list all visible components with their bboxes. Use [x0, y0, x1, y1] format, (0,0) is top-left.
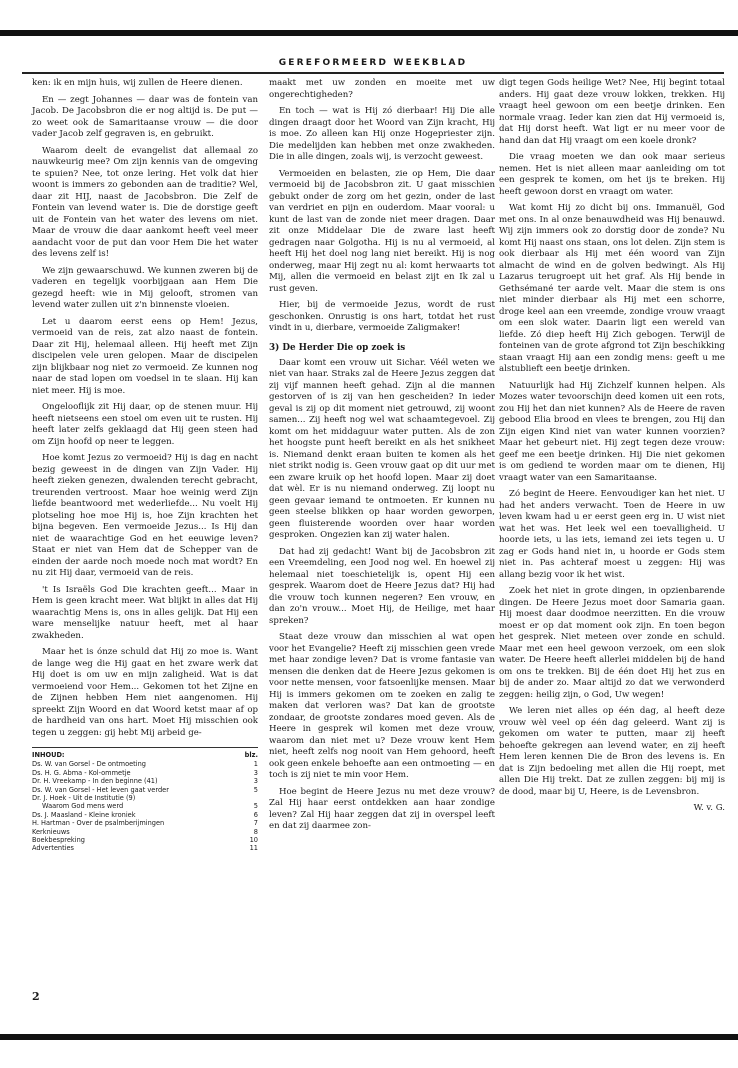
column-1: [32, 78, 258, 853]
table-of-contents: [32, 747, 258, 853]
paragraph: Die vraag moeten we dan ook maar serieus nemen. Het is niet alleen maar aanleiding om tot een gesprek te komen, om het ijs te breken. Hij heeft gewoon dorst en vraagt om water.: [499, 152, 725, 197]
publication-title: GEREFORMEERD WEEKBLAD: [278, 58, 468, 68]
column-3: [499, 78, 725, 820]
toc-page-label: blz.: [244, 751, 258, 759]
paragraph: Wat komt Hij zo dicht bij ons. Immanuël, God met ons. In al onze benauwdheid was Hij benauwd. Wij zijn immers ook zo dorstig door de zonde? Nu komt Hij naast ons staan, ons lot delen. Zijn stem is ook dierbaar als Hij met één woord van Zijn almacht de wind en de golven bedwingt. Als Hij Lazarus terugroept uit het graf. Als Hij bende in Gethsémané ter aarde velt. Maar die stem is ons niet minder dierbaar als Hij met een schorre, droge keel aan een vreemde, zondige vrouw vraagt om een slok water. Daarin ligt een wereld van liefde. Zó diep heeft Hij Zich gebogen. Terwijl de fonteinen van de grote afgrond tot Zijn beschikking staan vraagt Hij aan een zondig mens: geeft u me alstublieft een beetje drinken.: [499, 203, 725, 374]
toc-entry-title: Waarom God mens werd: [42, 802, 124, 811]
page-header: [22, 58, 724, 74]
paragraph: En toch — wat is Hij zó dierbaar! Hij Die alle dingen draagt door het Woord van Zijn kracht, Hij is moe. Zo alleen kan Hij onze Hogepriester zijn. Die medelijden kan hebben met onze zwakheden. Die in alle dingen, zoals wij, is verzocht geweest.: [269, 106, 495, 162]
section-heading: 3) De Herder Die op zoek is: [269, 342, 406, 353]
toc-entry: [32, 769, 258, 777]
toc-entry-title: Boekbespreking: [32, 836, 85, 845]
paragraph: Hoe begint de Heere Jezus nu met deze vrouw? Zal Hij haar eerst ontdekken aan haar zondige leven? Zal Hij haar zeggen dat zij in overspel leeft en dat zij daarmee zon-: [269, 786, 495, 831]
toc-entry: [32, 844, 258, 852]
toc-entry-page: 1: [253, 760, 258, 769]
paragraph: En — zegt Johannes — daar was de fontein van Jacob. De Jacobsbron die er nog altijd is. De put — zo weet ook de Samaritaanse vrouw — die door vader Jacob zelf gegraven is, en gebruikt.: [32, 94, 258, 139]
paragraph: Ongelooflijk zit Hij daar, op de stenen muur. Hij heeft nietseens een stoel om even uit te rusten. Hij heeft later zelfs geklaagd dat Hij geen steen had om Zijn hoofd op neer te leggen.: [32, 402, 258, 447]
page-number: 2: [32, 990, 40, 1003]
paragraph: Let u daarom eerst eens op Hem! Jezus, vermoeid van de reis, zat alzo naast de fontein. Daar zit Hij, helemaal alleen. Hij heeft met Zijn discipelen vele uren gelopen. Maar de discipelen zijn blijkbaar nog niet zo vermoeid. Ze kunnen nog naar de stad lopen om voedsel in te slaan. Hij kan niet meer. Hij is moe.: [32, 316, 258, 396]
toc-entry-page: 8: [253, 827, 258, 836]
top-border-bar: [0, 30, 738, 36]
toc-entry: [32, 760, 258, 768]
toc-entry-page: 3: [253, 777, 258, 786]
toc-entry-title: Dr. H. Vreekamp - In den beginne (41): [32, 777, 158, 786]
paragraph: 't Is Israëls God Die krachten geeft... Maar in Hem is geen kracht meer. Wat blijkt in alles dat Hij waarachtig Mens is, ons in alles gelijk. Dat Hij een ware menselijke natuur heeft, met al haar zwakheden.: [32, 584, 258, 641]
paragraph: Maar het is ónze schuld dat Hij zo moe is. Want de lange weg die Hij gaat en het zware werk dat Hij doet is om uw en mijn zaligheid. Wat is dat vermoeiend voor Hem... Gekomen tot het Zijne en de Zijnen hebben Hem niet aangenomen. Hij spreekt Zijn Woord en dat Woord ketst maar af op de hardheid van ons hart. Moet Hij misschien ook tegen u zeggen: gij hebt Mij arbeid ge-: [32, 647, 258, 738]
paragraph: Dat had zij gedacht! Want bij de Jacobsbron zit een Vreemdeling, een Jood nog wel. En hoewel zij helemaal niet toeschietelijk is, opent Hij een gesprek. Waarom doet de Heere Jezus dat? Hij had die vrouw toch kunnen negeren? Een vrouw, en dan zo'n vrouw... Moet Hij, de Heilige, met haar spreken?: [269, 546, 495, 626]
paragraph: We leren niet alles op één dag, al heeft deze vrouw wèl veel op één dag geleerd. Want zij is gekomen om water te putten, maar zij heeft behoefte gekregen aan levend water, en zij heeft Hem leren kennen Die de Bron des levens is. En dat is Zijn bedoeling met allen die Hij roept, met allen Die Hij trekt. Dat ze zullen zeggen: bij mij is de dood, maar bij U, Heere, is de Levensbron.: [499, 706, 725, 797]
paragraph: We zijn gewaarschuwd. We kunnen zweren bij de vaderen en tegelijk voorbijgaan aan Hem Die gezegd heeft: wie in Mij gelooft, stromen van levend water zullen uit z'n binnenste vloeien.: [32, 265, 258, 310]
toc-entry-title: Kerknieuws: [32, 827, 70, 836]
toc-entry-title: Advertenties: [32, 844, 74, 853]
toc-entry-title: Dr. J. Hoek - Uit de Institutie (9): [32, 794, 136, 803]
toc-entry: [32, 777, 258, 785]
toc-entry: [32, 811, 258, 819]
paragraph: Daar komt een vrouw uit Sichar. Véél weten we niet van haar. Straks zal de Heere Jezus zeggen dat zij vijf mannen heeft gehad. Zijn al die mannen gestorven of is zij van hen gescheiden? In ieder geval is zij op dit moment niet getrouwd, zij woont samen... Zij heeft nog wel wat schaamtegevoel. Zij komt om het middaguur water putten. Als de zon het hoogste punt heeft bereikt en als het snikheet is. Niemand denkt eraan buiten te komen als het niet strikt nodig is. Geen vrouw gaat op dit uur met een zware kruik op het hoofd lopen. Maar zij doet dat wèl. Er is nu niemand onderweg. Zij loopt nu geen gevaar iemand te ontmoeten. Er kunnen nu geen steelse blikken op haar worden geworpen, geen fluisterende woorden over haar worden gesproken. Ongezien kan zij water halen.: [269, 357, 495, 540]
paragraph: Waarom deelt de evangelist dat allemaal zo nauwkeurig mee? Om zijn kennis van de omgeving te spuien? Nee, tot onze lering. Het volk dat hier woont is immers zo gebonden aan de traditie? Wel, daar zit HIJ, naast de Jacobsbron. Die Zelf de Fontein van levend water is. Die de dorstige geeft uit de Fontein van het water des levens om niet. Maar de vrouw die daar aankomt heeft veel meer aandacht voor de put dan voor Hem Die het water des levens zelf is!: [32, 145, 258, 259]
column-2: [269, 78, 495, 838]
toc-entry: [32, 819, 258, 827]
paragraph: Natuurlijk had Hij Zichzelf kunnen helpen. Als Mozes water tevoorschijn deed komen uit een rots, zou Hij het dan niet kunnen? Als de Heere de raven gebood Elia brood en vlees te brengen, zou Hij dan Zijn eigen Kind niet van water kunnen voorzien? Maar het gebeurt niet. Hij zegt tegen deze vrouw: geef me een beetje drinken. Hij Die niet gekomen is om gediend te worden maar om te dienen, Hij vraagt water van een Samaritaanse.: [499, 380, 725, 483]
toc-entry-title: Ds. W. van Gorsel - De ontmoeting: [32, 760, 146, 769]
paragraph: Zó begint de Heere. Eenvoudiger kan het niet. U had het anders verwacht. Toen de Heere in uw leven kwam had u er eerst geen erg in. U wist niet wat het was. Het leek wel een toevalligheid. U hoorde iets, u las iets, iemand zei iets tegen u. U zag er Gods hand niet in, u hoorde er Gods stem niet in. Pas achteraf moest u zeggen: Hij was allang bezig voor ik het wist.: [499, 489, 725, 580]
bottom-border-bar: [0, 1034, 738, 1040]
paragraph: ken: ik en mijn huis, wij zullen de Heere dienen.: [32, 78, 243, 88]
toc-entry-page: 11: [249, 844, 258, 853]
paragraph: Hier, bij de vermoeide Jezus, wordt de rust geschonken. Onrustig is ons hart, totdat het rust vindt in u, dierbare, vermoeide Zaligmaker!: [269, 300, 495, 333]
toc-entry-page: 3: [253, 768, 258, 777]
paragraph: maakt met uw zonden en moeite met uw ongerechtigheden?: [269, 78, 495, 100]
toc-entry: [32, 794, 258, 802]
toc-entry-page: 7: [253, 819, 258, 828]
toc-entry-page: 5: [253, 785, 258, 794]
toc-entry-title: Ds. W. van Gorsel - Het leven gaat verder: [32, 785, 169, 794]
paragraph: Hoe komt Jezus zo vermoeid? Hij is dag en nacht bezig geweest in de dingen van Zijn Vader. Hij heeft zieken genezen, dwalenden terecht gebracht, treurenden vertroost. Maar hoe weinig werd Zijn liefde beantwoord met wederliefde... Nu voelt Hij plotseling hoe moe Hij is, hoe Zijn krachten het bijna begeven. Een vermoeide Jezus... Is Hij dan niet de waarachtige God en het eeuwige leven? Staat er niet van Hem dat de Schepper van de einden der aarde noch moede noch mat wordt? En nu zit Hij daar, vermoeid van de reis.: [32, 453, 258, 578]
toc-entry-page: 6: [253, 810, 258, 819]
toc-entry-page: [244, 794, 258, 802]
toc-entry: [32, 802, 258, 810]
toc-header: [32, 751, 258, 759]
author-signature: W. v. G.: [693, 803, 725, 813]
toc-entry-title: Ds. J. Maasland - Kleine kroniek: [32, 810, 136, 819]
paragraph: Zoek het niet in grote dingen, in opzienbarende dingen. De Heere Jezus moet door Samaria gaan. Hij moest daar doodmoe neerzitten. En die vrouw moest er op dat moment ook zijn. En toen begon het gesprek. Niet meteen over zonde en schuld. Maar met een heel gewoon verzoek, om een slok water. De Heere heeft allerlei middelen bij de hand om ons te trekken. Bij de één doet Hij het zus en bij de ander zo. Maar altijd zo dat we verwonderd zeggen: heilig zijn, o God, Uw wegen!: [499, 586, 725, 700]
toc-entry: [32, 786, 258, 794]
paragraph: digt tegen Gods heilige Wet? Nee, Hij begint totaal anders. Hij gaat deze vrouw lokken, trekken. Hij vraagt heel gewoon om een beetje drinken. Een normale vraag. Ieder kan zien dat Hij vermoeid is, dat Hij dorst heeft. Wat ligt er nu meer voor de hand dan dat Hij vraagt om een koele dronk?: [499, 78, 725, 146]
toc-entry-title: H. Hartman - Over de psalmberijmingen: [32, 819, 165, 828]
paragraph: Vermoeiden en belasten, zie op Hem, Die daar vermoeid bij de Jacobsbron zit. U gaat misschien gebukt onder de zorg om het gezin, onder de last van verdriet en pijn en ouderdom. Maar vooral: u kunt de last van de zonde niet meer dragen. Daar zit onze Middelaar Die de zware last heeft gedragen naar Golgotha. Hij is nu al vermoeid, al heeft Hij het doel nog lang niet bereikt. Hij is nog onderweg, maar Hij zegt nu al: komt herwaarts tot Mij, allen die vermoeid en belast zijt en Ik zal u rust geven.: [269, 168, 495, 294]
toc-entry-title: Ds. H. G. Abma - Kol-ommetje: [32, 768, 131, 777]
toc-entry-page: 5: [253, 802, 258, 811]
paragraph: Staat deze vrouw dan misschien al wat open voor het Evangelie? Heeft zij misschien geen vrede met haar zondige leven? Dat is vrome fantasie van mensen die denken dat de Heere Jezus gekomen is voor nette mensen, voor fatsoenlijke mensen. Maar Hij is immers gekomen om te zoeken en zalig te maken dat verloren was? Dat kan de grootste zondaar, de grootste zondares moed geven. Als de Heere in gesprek wil komen met deze vrouw, waarom dan niet met u? Deze vrouw kent Hem niet, heeft zelfs nog nooit van Hem gehoord, heeft ook geen enkele behoefte aan een ontmoeting — en toch is zij niet te min voor Hem.: [269, 632, 495, 780]
toc-entry: [32, 836, 258, 844]
toc-heading: INHOUD:: [32, 751, 65, 759]
toc-entry: [32, 828, 258, 836]
toc-entry-page: 10: [249, 836, 258, 845]
